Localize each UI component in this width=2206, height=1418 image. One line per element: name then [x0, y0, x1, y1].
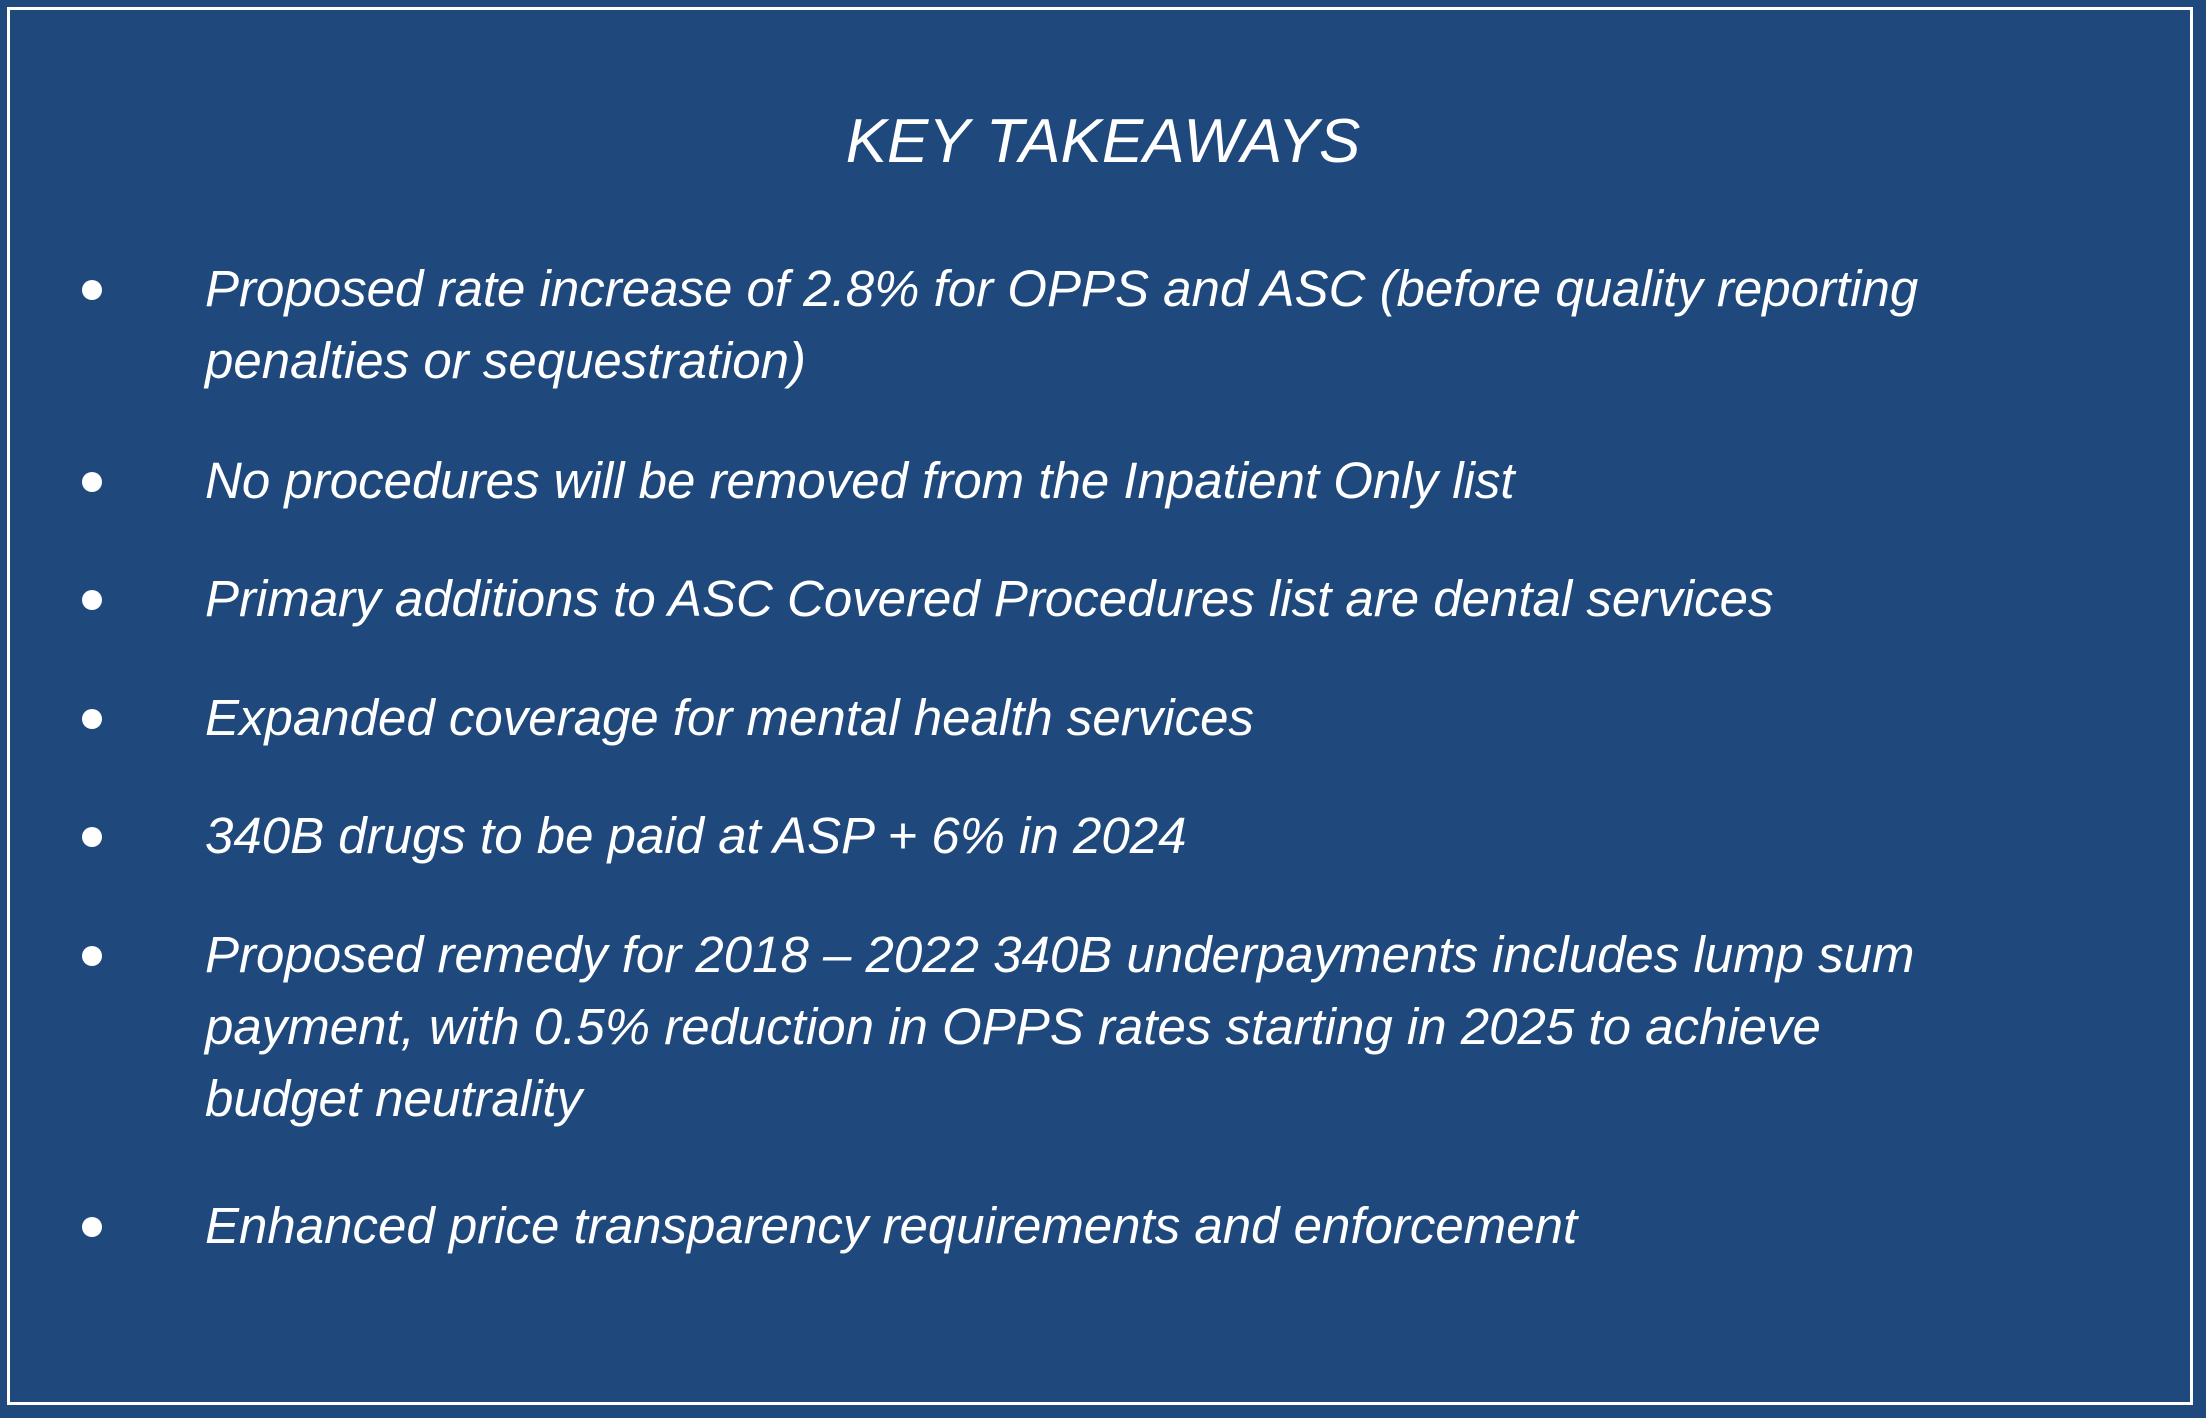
bullet-dot-icon [82, 280, 102, 300]
bullet-text-line: Proposed remedy for 2018 – 2022 340B underpayments includes lump sum [205, 926, 1915, 983]
bullet-text-line: Proposed rate increase of 2.8% for OPPS and ASC (before quality reporting [205, 260, 1919, 317]
bullet-text-line: Expanded coverage for mental health services [205, 689, 1254, 746]
bullet-text-line: payment, with 0.5% reduction in OPPS rates starting in 2025 to achieve [205, 998, 1821, 1055]
slide-title: KEY TAKEAWAYS [845, 107, 1361, 176]
bullet-dot-icon [82, 472, 102, 492]
bullet-text-line: 340B drugs to be paid at ASP + 6% in 2024 [205, 807, 1187, 864]
bullet-text-line: budget neutrality [205, 1070, 583, 1127]
bullet-dot-icon [82, 590, 102, 610]
bullet-text-line: Primary additions to ASC Covered Procedures list are dental services [205, 570, 1774, 627]
bullet-text-line: No procedures will be removed from the Inpatient Only list [205, 452, 1515, 509]
bullet-dot-icon [82, 946, 102, 966]
bullet-dot-icon [82, 827, 102, 847]
bullet-dot-icon [82, 709, 102, 729]
bullet-text-line: penalties or sequestration) [205, 332, 807, 389]
bullet-dot-icon [82, 1217, 102, 1237]
bullet-text-line: Enhanced price transparency requirements and enforcement [205, 1197, 1578, 1254]
